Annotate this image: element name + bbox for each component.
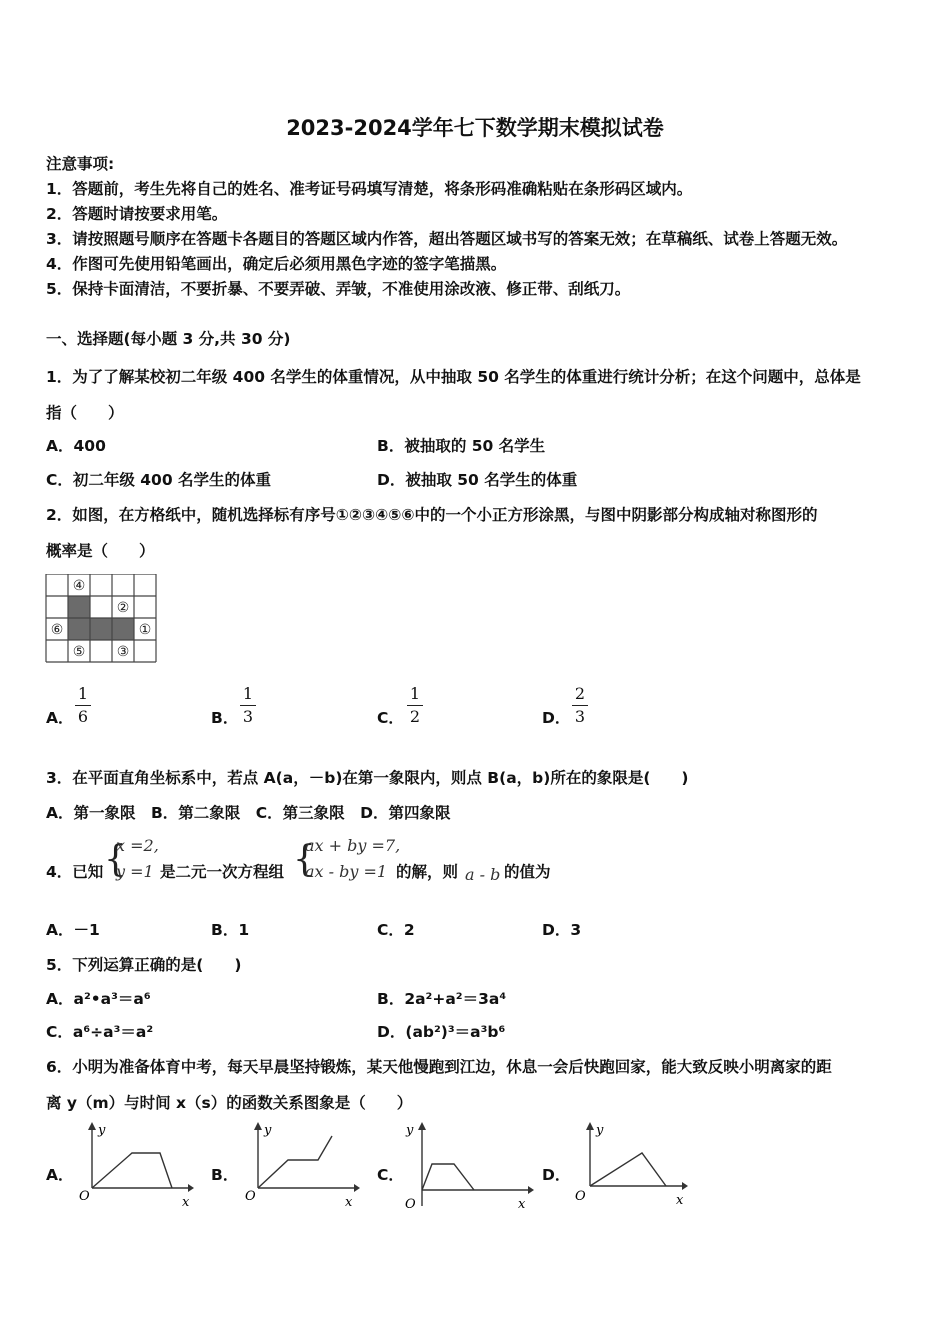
shaded-cell [68,596,90,618]
q5-option-a: A．a²•a³＝a⁶ [46,990,151,1008]
q2-stem: 2．如图，在方格纸中，随机选择标有序号①②③④⑤⑥中的一个小正方形涂黑，与图中阴影部分构成轴对称图形的 [46,506,818,524]
q2-option-c-letter: C． [377,709,404,727]
q1-option-b: B．被抽取的 50 名学生 [377,437,546,455]
notice-item: 4．作图可先使用铅笔画出，确定后必须用黑色字迹的签字笔描黑。 [46,255,507,273]
brace-icon: { [104,839,127,880]
x-label: x [345,1195,353,1210]
q2-option-c-fraction: 1 2 [407,684,423,727]
q3-options: A．第一象限 B．第二象限 C．第三象限 D．第四象限 [46,804,451,822]
q5-option-c: C．a⁶÷a³＝a² [46,1023,154,1041]
notice-item: 3．请按照题号顺序在答题卡各题目的答题区域内作答，超出答题区域书写的答案无效；在草稿纸、试卷上答题无效。 [46,230,848,248]
grid-figure [45,574,161,666]
q6-option-a-letter: A． [46,1166,74,1184]
q1-stem-cont: 指（ ） [46,404,124,422]
q2-option-a-letter: A． [46,709,74,727]
q2-option-a-fraction: 1 6 [75,684,91,727]
origin-label: O [575,1189,586,1204]
grid-label-5: ⑤ [72,644,86,660]
origin-label: O [79,1189,90,1204]
q2-option-d-fraction: 2 3 [572,684,588,727]
shaded-cell [90,618,112,640]
origin-label: O [405,1197,416,1212]
q1-option-d: D．被抽取 50 名学生的体重 [377,471,578,489]
q4-expression: a - b [465,865,501,884]
arrow-icon [586,1122,594,1130]
q4-option-d: D．3 [542,921,582,939]
q2-option-d-letter: D． [542,709,571,727]
q1-stem: 1．为了了解某校初二年级 400 名学生的体重情况，从中抽取 50 名学生的体重进行统计分析；在这个问题中，总体是 [46,368,861,386]
q5-option-b: B．2a²+a²＝3a⁴ [377,990,507,1008]
arrow-icon [188,1184,194,1192]
y-label: y [596,1123,604,1138]
graph-line [92,1153,172,1188]
q4-option-a: A．－1 [46,921,100,939]
q6-graph-d [570,1120,694,1212]
q6-graph-b [238,1120,362,1212]
q1-option-a: A．400 [46,437,106,455]
q3-stem: 3．在平面直角坐标系中，若点 A(a，－b)在第一象限内，则点 B(a，b)所在的象限是( ) [46,769,689,787]
arrow-icon [254,1122,262,1130]
q4-system2-line1: ax + by =7, [305,836,401,855]
q6-stem: 6．小明为准备体育中考，每天早晨坚持锻炼，某天他慢跑到江边，休息一会后快跑回家，能大致反映小明离家的距 [46,1058,832,1076]
notice-item: 5．保持卡面清洁，不要折暴、不要弄破、弄皱，不准使用涂改液、修正带、刮纸刀。 [46,280,631,298]
q1-option-c: C．初二年级 400 名学生的体重 [46,471,272,489]
q4-option-b: B．1 [211,921,250,939]
q4-system1-line2: y =1 [116,862,154,881]
arrow-icon [354,1184,360,1192]
q5-option-d: D．(ab²)³＝a³b⁶ [377,1023,506,1041]
q4-system1-line1: x =2, [116,836,159,855]
x-label: x [518,1197,526,1212]
x-label: x [676,1193,684,1208]
graph-line [258,1136,332,1188]
q2-stem-cont: 概率是（ ） [46,542,155,560]
q2-option-b-fraction: 1 3 [240,684,256,727]
q6-stem-cont: 离 y（m）与时间 x（s）的函数关系图象是（ ） [46,1094,413,1112]
q5-stem: 5．下列运算正确的是( ) [46,956,242,974]
q4-prefix: 4．已知 [46,863,104,881]
grid-label-3: ③ [116,644,130,660]
q4-mid-text: 是二元一次方程组 [160,863,285,881]
arrow-icon [682,1182,688,1190]
q6-graph-c [400,1118,536,1214]
q4-system2-line2: ax - by =1 [305,862,388,881]
notice-item: 2．答题时请按要求用笔。 [46,205,228,223]
q6-option-d-letter: D． [542,1166,571,1184]
grid-label-2: ② [116,600,130,616]
q6-option-c-letter: C． [377,1166,404,1184]
arrow-icon [528,1186,534,1194]
q4-suffix-b: 的值为 [504,863,551,881]
origin-label: O [245,1189,256,1204]
notice-item: 1．答题前，考生先将自己的姓名、准考证号码填写清楚，将条形码准确粘贴在条形码区域内。 [46,180,693,198]
x-label: x [182,1195,190,1210]
grid-label-1: ① [138,622,152,638]
shaded-cell [68,618,90,640]
section-heading: 一、选择题(每小题 3 分,共 30 分) [46,330,291,348]
shaded-cell [112,618,134,640]
page-title: 2023-2024学年七下数学期末模拟试卷 [286,116,664,140]
y-label: y [406,1123,414,1138]
q4-suffix-a: 的解，则 [396,863,459,881]
q4-option-c: C．2 [377,921,415,939]
y-label: y [98,1123,106,1138]
grid-label-4: ④ [72,578,86,594]
graph-line [590,1153,666,1186]
arrow-icon [418,1122,426,1130]
notice-heading: 注意事项: [46,155,115,173]
arrow-icon [88,1122,96,1130]
graph-line [422,1164,474,1190]
q2-option-b-letter: B． [211,709,239,727]
grid-label-6: ⑥ [50,622,64,638]
q6-option-b-letter: B． [211,1166,239,1184]
y-label: y [264,1123,272,1138]
brace-icon: { [293,839,316,880]
q6-graph-a [72,1120,196,1212]
